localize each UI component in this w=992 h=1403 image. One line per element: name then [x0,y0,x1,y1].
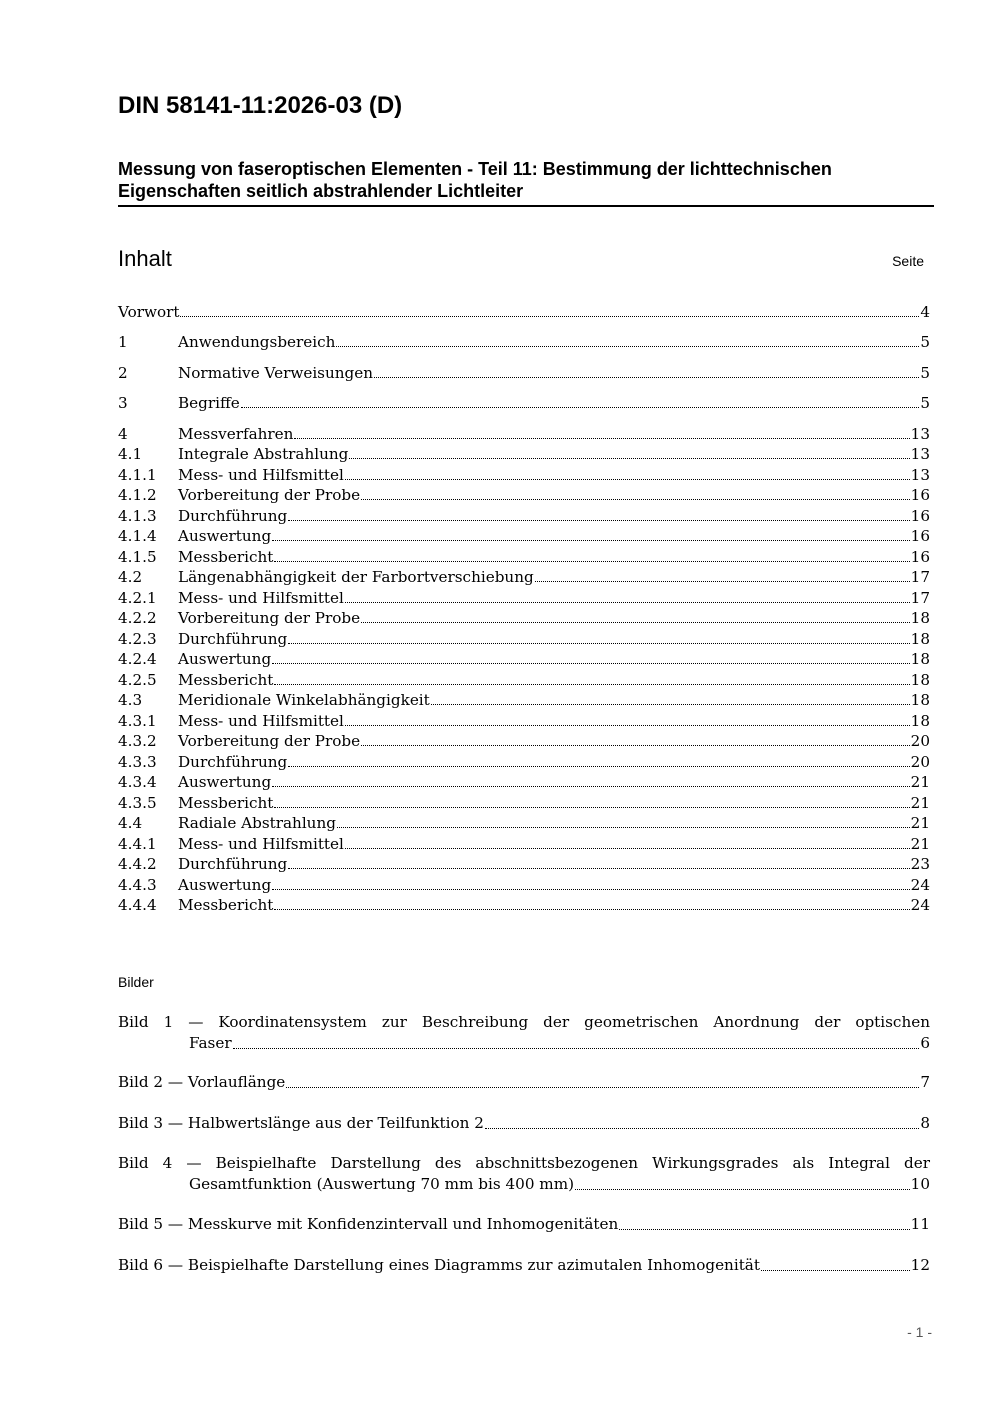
toc-entry-title: Auswertung [178,650,272,668]
toc-dot-leader [345,465,910,480]
toc-entry-title: Durchführung [178,855,288,873]
toc-page-column-label: Seite [892,253,924,269]
toc-entry-number: 4.2.3 [118,630,157,648]
toc-dot-leader [535,567,910,582]
toc-entry-title: Messbericht [178,896,274,914]
toc-entry[interactable] [118,629,930,649]
toc-entry-page: 18 [910,650,930,668]
toc-entry-number: 4.2.4 [118,650,157,668]
figure-entry-title: Bild 6 — Beispielhafte Darstellung eines Diagramms zur azimutalen Inhomogenität [118,1256,760,1274]
toc-entry-number: 4.4.2 [118,855,157,873]
document-title: Messung von faseroptischen Elementen - Teil 11: Bestimmung der lichttechnischen Eigenschaften seitlich abstrahlender Lichtleiter [118,159,832,201]
toc-entry[interactable] [118,813,930,833]
toc-entry-page: 13 [910,425,930,443]
toc-entry-page: 16 [910,527,930,545]
toc-entry[interactable] [118,465,930,485]
toc-entry-number: 1 [118,333,128,351]
toc-entry[interactable] [118,485,930,505]
figure-entry[interactable] [118,1072,930,1093]
toc-entry-title: Mess- und Hilfsmittel [178,466,344,484]
toc-dot-leader [336,332,919,347]
toc-dot-leader [361,485,910,500]
toc-entry-page: 16 [910,507,930,525]
toc-entry-title: Messverfahren [178,425,294,443]
toc-entry-page: 20 [910,753,930,771]
toc-entry-number: 4.3.4 [118,773,157,791]
toc-entry[interactable] [118,567,930,587]
figure-dot-leader [575,1174,910,1190]
toc-entry[interactable] [118,393,930,413]
figure-entry-title: Bild 3 — Halbwertslänge aus der Teilfunktion 2 [118,1114,484,1132]
figure-entry[interactable] [118,1113,930,1134]
toc-entry-title: Auswertung [178,527,272,545]
figure-entry[interactable] [118,1255,930,1276]
toc-entry[interactable] [118,424,930,444]
toc-dot-leader [241,393,920,408]
toc-entry-title: Auswertung [178,876,272,894]
toc-entry[interactable] [118,332,930,352]
toc-entry[interactable] [118,711,930,731]
toc-entry-title: Durchführung [178,507,288,525]
toc-entry[interactable] [118,526,930,546]
toc-heading: Inhalt [118,246,172,271]
figure-entry-page: 8 [920,1114,930,1132]
toc-entry-page: 21 [910,773,930,791]
toc-dot-leader [274,670,909,685]
toc-entry-page: 18 [910,630,930,648]
figure-entry-title: Bild 5 — Messkurve mit Konfidenzintervall und Inhomogenitäten [118,1215,619,1233]
toc-dot-leader [180,302,919,317]
toc-entry-title: Auswertung [178,773,272,791]
toc-entry-number: 4.3.1 [118,712,157,730]
toc-entry-number: 4.1 [118,445,143,463]
toc-entry-page: 5 [920,333,930,351]
toc-entry-page: 4 [920,303,930,321]
toc-entry-page: 18 [910,691,930,709]
toc-dot-leader [349,444,909,459]
toc-entry-number: 4.1.2 [118,486,157,504]
toc-entry-page: 5 [920,394,930,412]
toc-dot-leader [274,895,909,910]
toc-entry-number: 4.4.1 [118,835,157,853]
toc-entry-page: 20 [910,732,930,750]
toc-entry-page: 13 [910,466,930,484]
toc-entry-number: 4.4 [118,814,143,832]
toc-entry-number: 4.3.5 [118,794,157,812]
toc-entry-page: 23 [910,855,930,873]
toc-entry[interactable] [118,793,930,813]
toc-entry-page: 18 [910,609,930,627]
toc-entry-page: 21 [910,835,930,853]
toc-entry-page: 16 [910,548,930,566]
toc-dot-leader [272,526,909,541]
toc-dot-leader [272,875,909,890]
toc-entry-number: 4.4.4 [118,896,157,914]
figure-entry-page: 7 [920,1073,930,1091]
toc-dot-leader [272,772,909,787]
figure-entry-title: Faser [189,1034,232,1052]
toc-entry-page: 17 [910,568,930,586]
toc-entry-number: 4.1.4 [118,527,157,545]
toc-dot-leader [337,813,910,828]
toc-entry-page: 17 [910,589,930,607]
toc-entry-number: 4.2 [118,568,143,586]
document-number: DIN 58141-11:2026-03 (D) [118,92,403,119]
toc-entry[interactable] [118,875,930,895]
toc-entry-title: Anwendungsbereich [178,333,336,351]
toc-dot-leader [274,793,909,808]
toc-entry-page: 21 [910,794,930,812]
figure-entry-page: 10 [910,1175,930,1193]
toc-entry-number: 4.2.5 [118,671,157,689]
figure-entry-title-line1: Bild 1 — Koordinatensystem zur Beschreibung der geometrischen Anordnung der optischen [118,1013,930,1031]
figure-entry-title: Gesamtfunktion (Auswertung 70 mm bis 400 mm) [189,1175,575,1193]
toc-entry-number: 4.4.3 [118,876,157,894]
toc-dot-leader [288,752,909,767]
toc-entry-title: Radiale Abstrahlung [178,814,336,832]
toc-entry-title: Mess- und Hilfsmittel [178,835,344,853]
toc-entry-number: 4 [118,425,128,443]
toc-entry[interactable] [118,752,930,772]
toc-entry-number: 4.3.2 [118,732,157,750]
figure-entry-title-line1: Bild 4 — Beispielhafte Darstellung des abschnittsbezogenen Wirkungsgrades als Integral der [118,1154,930,1172]
figure-dot-leader [286,1072,919,1088]
toc-entry-title: Meridionale Winkelabhängigkeit [178,691,430,709]
toc-dot-leader [431,690,910,705]
toc-entry-page: 24 [910,876,930,894]
toc-entry-number: 4.2.1 [118,589,157,607]
figures-heading: Bilder [118,974,154,990]
toc-entry-title: Vorbereitung der Probe [178,486,361,504]
toc-entry-title: Messbericht [178,794,274,812]
figure-dot-leader [233,1033,920,1049]
figure-entry[interactable] [118,1214,930,1235]
toc-entry[interactable] [118,670,930,690]
toc-entry-number: 4.1.5 [118,548,157,566]
toc-entry-page: 18 [910,671,930,689]
toc-dot-leader [361,608,910,623]
toc-entry-title: Mess- und Hilfsmittel [178,589,344,607]
toc-entry[interactable] [118,690,930,710]
figure-entry-title: Bild 2 — Vorlauflänge [118,1073,286,1091]
toc-entry-page: 24 [910,896,930,914]
toc-entry-number: 4.1.3 [118,507,157,525]
toc-entry-page: 16 [910,486,930,504]
toc-entry-title: Durchführung [178,630,288,648]
toc-entry[interactable] [118,547,930,567]
toc-entry[interactable] [118,444,930,464]
toc-entry[interactable] [118,302,930,322]
toc-entry-title: Längenabhängigkeit der Farbortverschiebung [178,568,534,586]
toc-entry-number: 4.1.1 [118,466,157,484]
figure-entry-page: 6 [920,1034,930,1052]
toc-entry-number: 4.3.3 [118,753,157,771]
toc-dot-leader [345,711,910,726]
figure-entry[interactable] [118,1012,930,1054]
toc-dot-leader [374,363,919,378]
toc-entry-number: 2 [118,364,128,382]
toc-entry-page: 21 [910,814,930,832]
toc-entry-title: Durchführung [178,753,288,771]
toc-entry-title: Normative Verweisungen [178,364,374,382]
toc-entry[interactable] [118,731,930,751]
toc-entry[interactable] [118,588,930,608]
toc-dot-leader [345,834,910,849]
toc-entry-number: 3 [118,394,128,412]
toc-entry-title: Begriffe [178,394,240,412]
toc-entry[interactable] [118,834,930,854]
toc-entry-title: Vorwort [118,303,180,321]
figure-dot-leader [761,1255,910,1271]
toc-entry[interactable] [118,608,930,628]
toc-entry[interactable] [118,363,930,383]
toc-entry-page: 5 [920,364,930,382]
toc-dot-leader [361,731,910,746]
toc-dot-leader [272,649,909,664]
toc-entry-number: 4.3 [118,691,143,709]
toc-dot-leader [288,629,909,644]
toc-entry[interactable] [118,506,930,526]
toc-entry[interactable] [118,895,930,915]
toc-entry-title: Integrale Abstrahlung [178,445,349,463]
toc-entry[interactable] [118,649,930,669]
toc-entry-title: Vorbereitung der Probe [178,609,361,627]
toc-entry-title: Vorbereitung der Probe [178,732,361,750]
toc-entry-title: Messbericht [178,548,274,566]
figure-dot-leader [619,1214,909,1230]
toc-dot-leader [294,424,909,439]
toc-entry[interactable] [118,772,930,792]
toc-entry[interactable] [118,854,930,874]
figure-entry[interactable] [118,1153,930,1195]
toc-dot-leader [288,854,909,869]
figure-dot-leader [485,1113,919,1129]
figure-entry-page: 12 [910,1256,930,1274]
toc-entry-title: Mess- und Hilfsmittel [178,712,344,730]
figure-entry-page: 11 [910,1215,930,1233]
toc-entry-title: Messbericht [178,671,274,689]
title-divider [118,205,934,207]
toc-dot-leader [345,588,910,603]
toc-dot-leader [288,506,909,521]
toc-entry-number: 4.2.2 [118,609,157,627]
toc-dot-leader [274,547,909,562]
page-number: - 1 - [907,1324,932,1340]
toc-entry-page: 18 [910,712,930,730]
toc-entry-page: 13 [910,445,930,463]
